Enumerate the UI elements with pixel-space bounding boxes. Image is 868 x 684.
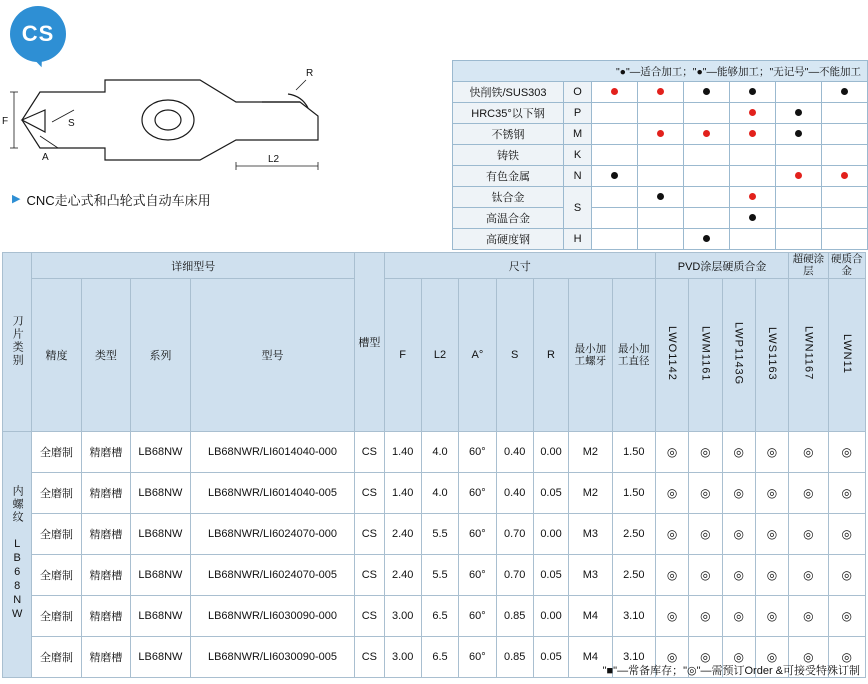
matrix-cell bbox=[592, 208, 638, 229]
cell-s: 0.70 bbox=[496, 514, 533, 555]
cell-s: 0.40 bbox=[496, 473, 533, 514]
cell-type: 精磨槽 bbox=[81, 432, 130, 473]
matrix-cell bbox=[730, 166, 776, 187]
table-row bbox=[453, 187, 868, 208]
table-row bbox=[453, 145, 868, 166]
cell-slot: CS bbox=[355, 555, 384, 596]
matrix-cell bbox=[684, 145, 730, 166]
group-header-super: 超硬涂层 bbox=[789, 253, 828, 279]
cell-model: LB68NWR/LI6014040-005 bbox=[190, 473, 355, 514]
matrix-cell bbox=[730, 208, 776, 229]
cell-r: 0.00 bbox=[533, 432, 568, 473]
cell-mark: ◎ bbox=[689, 596, 722, 637]
table-row bbox=[3, 596, 866, 637]
cell-r: 0.00 bbox=[533, 596, 568, 637]
cell-dia: 1.50 bbox=[612, 473, 655, 514]
cell-s: 0.85 bbox=[496, 637, 533, 678]
cell-model: LB68NWR/LI6030090-000 bbox=[190, 596, 355, 637]
table-row bbox=[3, 555, 866, 596]
cell-mark: ◎ bbox=[789, 555, 828, 596]
cell-type: 精磨槽 bbox=[81, 473, 130, 514]
matrix-cell bbox=[592, 229, 638, 250]
matrix-cell bbox=[821, 208, 867, 229]
cell-mark: ◎ bbox=[755, 514, 788, 555]
matrix-legend-row bbox=[453, 61, 868, 82]
cell-a: 60° bbox=[459, 637, 496, 678]
matrix-row-name: 不锈钢 bbox=[453, 124, 564, 145]
cell-mark: ◎ bbox=[828, 637, 865, 678]
drawing-label-R: R bbox=[306, 68, 314, 79]
cell-type: 精磨槽 bbox=[81, 514, 130, 555]
cell-precision: 全磨制 bbox=[32, 432, 81, 473]
cell-dia: 2.50 bbox=[612, 514, 655, 555]
cell-series: LB68NW bbox=[131, 514, 191, 555]
cell-mark: ◎ bbox=[689, 637, 722, 678]
cell-mark: ◎ bbox=[789, 432, 828, 473]
col-header-lws1163: LWS1163 bbox=[755, 279, 788, 432]
matrix-cell bbox=[592, 124, 638, 145]
cell-mark: ◎ bbox=[828, 555, 865, 596]
cell-mark: ◎ bbox=[755, 555, 788, 596]
cell-mark: ◎ bbox=[828, 473, 865, 514]
matrix-cell bbox=[684, 103, 730, 124]
table-row bbox=[453, 103, 868, 124]
cell-s: 0.40 bbox=[496, 432, 533, 473]
cell-s: 0.70 bbox=[496, 555, 533, 596]
col-header-s: S bbox=[496, 279, 533, 432]
cell-mark: ◎ bbox=[755, 596, 788, 637]
matrix-row-code: P bbox=[564, 103, 592, 124]
col-header-precision: 精度 bbox=[32, 279, 81, 432]
col-header-type: 类型 bbox=[81, 279, 130, 432]
table-row bbox=[3, 514, 866, 555]
col-header-a: A° bbox=[459, 279, 496, 432]
matrix-cell bbox=[821, 124, 867, 145]
matrix-cell bbox=[730, 82, 776, 103]
matrix-cell bbox=[684, 229, 730, 250]
cell-dia: 2.50 bbox=[612, 555, 655, 596]
cell-a: 60° bbox=[459, 473, 496, 514]
cell-series: LB68NW bbox=[131, 555, 191, 596]
matrix-cell bbox=[821, 82, 867, 103]
matrix-cell bbox=[776, 82, 822, 103]
matrix-row-name: 有色金属 bbox=[453, 166, 564, 187]
cell-r: 0.00 bbox=[533, 514, 568, 555]
cell-l2: 5.5 bbox=[421, 555, 458, 596]
col-header-min-dia: 最小加工直径 bbox=[612, 279, 655, 432]
cell-series: LB68NW bbox=[131, 473, 191, 514]
cell-mark: ◎ bbox=[655, 473, 688, 514]
cell-a: 60° bbox=[459, 514, 496, 555]
cell-mark: ◎ bbox=[722, 473, 755, 514]
matrix-cell bbox=[730, 124, 776, 145]
drawing-label-A: A bbox=[42, 152, 49, 163]
matrix-cell bbox=[638, 124, 684, 145]
col-header-lwn1167: LWN1167 bbox=[789, 279, 828, 432]
matrix-cell bbox=[592, 187, 638, 208]
cell-dia: 3.10 bbox=[612, 596, 655, 637]
cell-s: 0.85 bbox=[496, 596, 533, 637]
cell-model: LB68NWR/LI6030090-005 bbox=[190, 637, 355, 678]
cell-mark: ◎ bbox=[722, 555, 755, 596]
cell-mark: ◎ bbox=[689, 473, 722, 514]
matrix-row-name: 铸铁 bbox=[453, 145, 564, 166]
cell-slot: CS bbox=[355, 514, 384, 555]
cell-model: LB68NWR/LI6024070-000 bbox=[190, 514, 355, 555]
group-header-pvd: PVD涂层硬质合金 bbox=[655, 253, 788, 279]
cell-precision: 全磨制 bbox=[32, 596, 81, 637]
matrix-cell bbox=[592, 145, 638, 166]
cell-mark: ◎ bbox=[689, 432, 722, 473]
matrix-cell bbox=[638, 187, 684, 208]
col-header-lwp1143g: LWP1143G bbox=[722, 279, 755, 432]
table-row bbox=[453, 166, 868, 187]
cell-thread: M2 bbox=[569, 432, 612, 473]
matrix-row-name: HRC35°以下钢 bbox=[453, 103, 564, 124]
matrix-cell bbox=[776, 187, 822, 208]
group-header-row bbox=[3, 253, 866, 279]
col-header-series: 系列 bbox=[131, 279, 191, 432]
cell-mark: ◎ bbox=[722, 514, 755, 555]
matrix-cell bbox=[776, 124, 822, 145]
cell-slot: CS bbox=[355, 432, 384, 473]
matrix-row-name: 钛合金 bbox=[453, 187, 564, 208]
matrix-row-code: K bbox=[564, 145, 592, 166]
matrix-cell bbox=[730, 103, 776, 124]
cell-a: 60° bbox=[459, 596, 496, 637]
cell-f: 3.00 bbox=[384, 596, 421, 637]
cell-f: 1.40 bbox=[384, 432, 421, 473]
cell-mark: ◎ bbox=[722, 637, 755, 678]
col-header-f: F bbox=[384, 279, 421, 432]
cell-l2: 6.5 bbox=[421, 637, 458, 678]
cell-mark: ◎ bbox=[722, 432, 755, 473]
matrix-row-name: 高温合金 bbox=[453, 208, 564, 229]
col-header-r: R bbox=[533, 279, 568, 432]
matrix-cell bbox=[684, 82, 730, 103]
cell-l2: 4.0 bbox=[421, 432, 458, 473]
drawing-svg bbox=[0, 40, 440, 180]
cell-mark: ◎ bbox=[755, 432, 788, 473]
group-header-detail: 详细型号 bbox=[32, 253, 355, 279]
matrix-cell bbox=[730, 145, 776, 166]
cell-f: 3.00 bbox=[384, 637, 421, 678]
cell-type: 精磨槽 bbox=[81, 555, 130, 596]
matrix-cell bbox=[638, 229, 684, 250]
matrix-cell bbox=[684, 166, 730, 187]
cell-thread: M2 bbox=[569, 473, 612, 514]
cs-badge-label: CS bbox=[21, 21, 55, 46]
matrix-cell bbox=[638, 166, 684, 187]
cell-mark: ◎ bbox=[655, 432, 688, 473]
matrix-row-code: O bbox=[564, 82, 592, 103]
matrix-cell bbox=[684, 124, 730, 145]
matrix-legend: "●"—适合加工；"●"—能够加工；"无记号"—不能加工 bbox=[453, 61, 868, 82]
cell-mark: ◎ bbox=[655, 596, 688, 637]
specification-table bbox=[2, 252, 866, 678]
cell-model: LB68NWR/LI6024070-005 bbox=[190, 555, 355, 596]
cell-type: 精磨槽 bbox=[81, 596, 130, 637]
cell-r: 0.05 bbox=[533, 555, 568, 596]
matrix-cell bbox=[821, 187, 867, 208]
cell-f: 2.40 bbox=[384, 514, 421, 555]
matrix-cell bbox=[684, 208, 730, 229]
table-row bbox=[453, 208, 868, 229]
matrix-cell bbox=[592, 103, 638, 124]
triangle-bullet-icon: ▶ bbox=[12, 193, 21, 205]
cell-l2: 6.5 bbox=[421, 596, 458, 637]
cell-mark: ◎ bbox=[655, 555, 688, 596]
cell-thread: M4 bbox=[569, 637, 612, 678]
cell-l2: 4.0 bbox=[421, 473, 458, 514]
matrix-cell bbox=[730, 229, 776, 250]
table-row bbox=[3, 473, 866, 514]
matrix-cell bbox=[776, 103, 822, 124]
matrix-cell bbox=[730, 187, 776, 208]
matrix-cell bbox=[776, 166, 822, 187]
col-header-lwm1161: LWM1161 bbox=[689, 279, 722, 432]
cell-mark: ◎ bbox=[689, 555, 722, 596]
matrix-cell bbox=[776, 145, 822, 166]
col-header-l2: L2 bbox=[421, 279, 458, 432]
cell-dia: 1.50 bbox=[612, 432, 655, 473]
table-row bbox=[3, 432, 866, 473]
matrix-row-code: H bbox=[564, 229, 592, 250]
matrix-cell bbox=[638, 103, 684, 124]
column-header-row bbox=[3, 279, 866, 432]
cell-thread: M3 bbox=[569, 555, 612, 596]
cell-slot: CS bbox=[355, 637, 384, 678]
cell-mark: ◎ bbox=[655, 637, 688, 678]
cell-thread: M3 bbox=[569, 514, 612, 555]
col-header-lwo1142: LWO1142 bbox=[655, 279, 688, 432]
cell-mark: ◎ bbox=[689, 514, 722, 555]
matrix-cell bbox=[638, 145, 684, 166]
material-compatibility-table bbox=[452, 60, 868, 250]
cell-l2: 5.5 bbox=[421, 514, 458, 555]
cell-slot: CS bbox=[355, 473, 384, 514]
insert-technical-drawing bbox=[0, 40, 440, 180]
matrix-cell bbox=[821, 229, 867, 250]
cell-type: 精磨槽 bbox=[81, 637, 130, 678]
matrix-cell bbox=[592, 166, 638, 187]
cell-mark: ◎ bbox=[789, 637, 828, 678]
col-header-lwn11: LWN11 bbox=[828, 279, 865, 432]
cell-mark: ◎ bbox=[789, 596, 828, 637]
group-header-left: 刀片类别 bbox=[3, 253, 32, 432]
cell-f: 1.40 bbox=[384, 473, 421, 514]
drawing-label-F: F bbox=[2, 116, 9, 127]
footnote: "■"—常备库存；"◎"—需预订Order &可接受特殊订制 bbox=[602, 665, 860, 677]
cell-series: LB68NW bbox=[131, 596, 191, 637]
cell-r: 0.05 bbox=[533, 473, 568, 514]
cell-mark: ◎ bbox=[755, 473, 788, 514]
matrix-cell bbox=[592, 82, 638, 103]
col-header-model: 型号 bbox=[190, 279, 355, 432]
cell-dia: 3.10 bbox=[612, 637, 655, 678]
group-header-hard: 硬质合金 bbox=[828, 253, 865, 279]
matrix-cell bbox=[776, 229, 822, 250]
matrix-cell bbox=[638, 208, 684, 229]
table-row bbox=[453, 229, 868, 250]
drawing-label-L2: L2 bbox=[268, 154, 280, 165]
table-row bbox=[453, 82, 868, 103]
matrix-row-name: 高硬度钢 bbox=[453, 229, 564, 250]
cell-a: 60° bbox=[459, 432, 496, 473]
cell-mark: ◎ bbox=[828, 432, 865, 473]
cell-precision: 全磨制 bbox=[32, 514, 81, 555]
matrix-row-code: N bbox=[564, 166, 592, 187]
row-group-label: 内螺纹 LB68NW bbox=[3, 432, 32, 678]
cell-model: LB68NWR/LI6014040-000 bbox=[190, 432, 355, 473]
group-header-size: 尺寸 bbox=[384, 253, 655, 279]
cell-precision: 全磨制 bbox=[32, 637, 81, 678]
cell-mark: ◎ bbox=[789, 514, 828, 555]
matrix-cell bbox=[776, 208, 822, 229]
caption-text: CNC走心式和凸轮式自动车床用 bbox=[26, 193, 211, 208]
matrix-cell bbox=[684, 187, 730, 208]
cell-slot: CS bbox=[355, 596, 384, 637]
matrix-cell bbox=[821, 166, 867, 187]
cell-a: 60° bbox=[459, 555, 496, 596]
matrix-row-name: 快削铁/SUS303 bbox=[453, 82, 564, 103]
table-row bbox=[453, 124, 868, 145]
cell-f: 2.40 bbox=[384, 555, 421, 596]
caption bbox=[12, 190, 211, 209]
cell-mark: ◎ bbox=[828, 514, 865, 555]
cell-mark: ◎ bbox=[789, 473, 828, 514]
col-header-min-thread: 最小加工螺牙 bbox=[569, 279, 612, 432]
matrix-cell bbox=[821, 103, 867, 124]
cell-r: 0.05 bbox=[533, 637, 568, 678]
cell-precision: 全磨制 bbox=[32, 473, 81, 514]
cell-precision: 全磨制 bbox=[32, 555, 81, 596]
drawing-label-S: S bbox=[68, 118, 75, 129]
matrix-row-code: S bbox=[564, 187, 592, 229]
cell-series: LB68NW bbox=[131, 637, 191, 678]
matrix-cell bbox=[821, 145, 867, 166]
cell-series: LB68NW bbox=[131, 432, 191, 473]
cell-thread: M4 bbox=[569, 596, 612, 637]
cell-mark: ◎ bbox=[755, 637, 788, 678]
col-header-slot: 槽型 bbox=[355, 253, 384, 432]
cell-mark: ◎ bbox=[655, 514, 688, 555]
matrix-row-code: M bbox=[564, 124, 592, 145]
matrix-cell bbox=[638, 82, 684, 103]
cell-mark: ◎ bbox=[722, 596, 755, 637]
cell-mark: ◎ bbox=[828, 596, 865, 637]
